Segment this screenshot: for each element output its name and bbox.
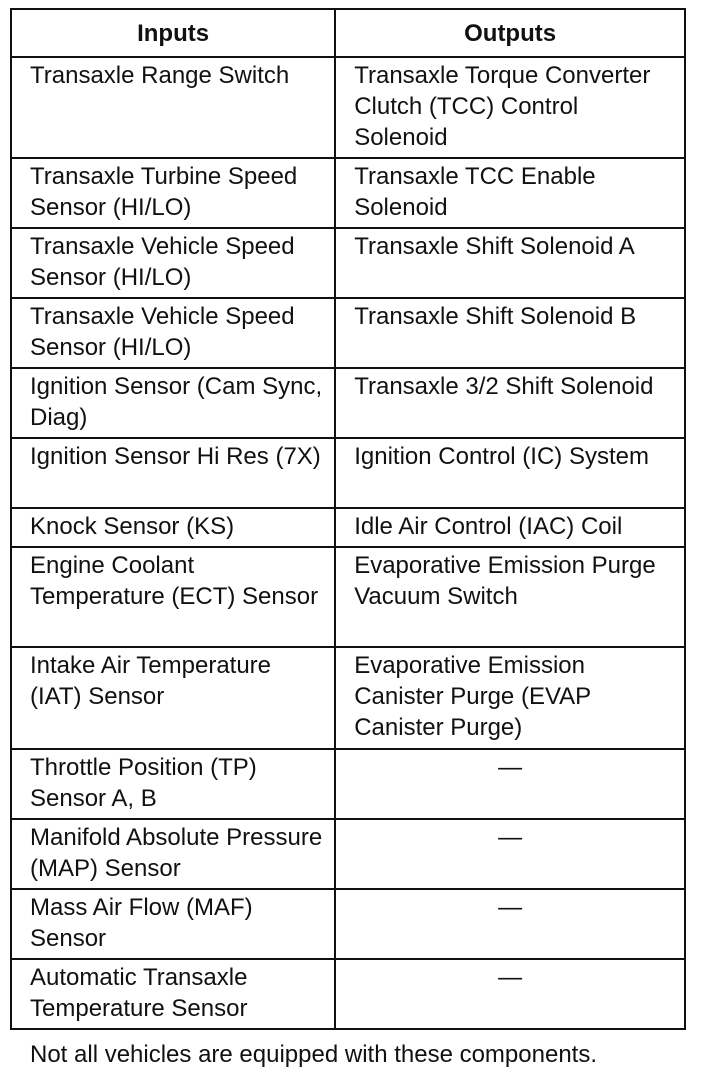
input-cell: Mass Air Flow (MAF) Sensor [11, 889, 335, 959]
table-row [11, 57, 685, 158]
output-cell: Evaporative Emission Purge Vacuum Switch [335, 547, 685, 647]
input-cell: Transaxle Vehicle Speed Sensor (HI/LO) [11, 228, 335, 298]
table-row [11, 647, 685, 749]
table-row [11, 228, 685, 298]
table-row [11, 959, 685, 1029]
input-cell: Transaxle Range Switch [11, 57, 335, 158]
output-cell: Transaxle Shift Solenoid B [335, 298, 685, 368]
table-row [11, 298, 685, 368]
input-cell: Automatic Transaxle Temperature Sensor [11, 959, 335, 1029]
inputs-outputs-table [10, 8, 686, 1030]
header-outputs: Outputs [335, 9, 685, 57]
output-cell: Ignition Control (IC) System [335, 438, 685, 508]
output-cell-empty: — [335, 889, 685, 959]
table-row [11, 889, 685, 959]
input-cell: Ignition Sensor Hi Res (7X) [11, 438, 335, 508]
table-row [11, 749, 685, 819]
footnote: Not all vehicles are equipped with these components. [30, 1041, 597, 1068]
output-cell: Idle Air Control (IAC) Coil [335, 508, 685, 547]
header-inputs: Inputs [11, 9, 335, 57]
input-cell: Engine Coolant Temperature (ECT) Sensor [11, 547, 335, 647]
output-cell: Evaporative Emission Canister Purge (EVAP Canister Purge) [335, 647, 685, 749]
output-cell: Transaxle Torque Converter Clutch (TCC) Control Solenoid [335, 57, 685, 158]
input-cell: Transaxle Vehicle Speed Sensor (HI/LO) [11, 298, 335, 368]
output-cell: Transaxle 3/2 Shift Solenoid [335, 368, 685, 438]
table-header-row [11, 9, 685, 57]
input-cell: Knock Sensor (KS) [11, 508, 335, 547]
table-row [11, 547, 685, 647]
table-row [11, 508, 685, 547]
output-cell-empty: — [335, 959, 685, 1029]
table-row [11, 158, 685, 228]
input-cell: Intake Air Temperature (IAT) Sensor [11, 647, 335, 749]
table-row [11, 368, 685, 438]
input-cell: Ignition Sensor (Cam Sync, Diag) [11, 368, 335, 438]
table-row [11, 819, 685, 889]
input-cell: Throttle Position (TP) Sensor A, B [11, 749, 335, 819]
output-cell-empty: — [335, 749, 685, 819]
output-cell: Transaxle Shift Solenoid A [335, 228, 685, 298]
table-row [11, 438, 685, 508]
input-cell: Manifold Absolute Pressure (MAP) Sensor [11, 819, 335, 889]
input-cell: Transaxle Turbine Speed Sensor (HI/LO) [11, 158, 335, 228]
output-cell: Transaxle TCC Enable Solenoid [335, 158, 685, 228]
output-cell-empty: — [335, 819, 685, 889]
